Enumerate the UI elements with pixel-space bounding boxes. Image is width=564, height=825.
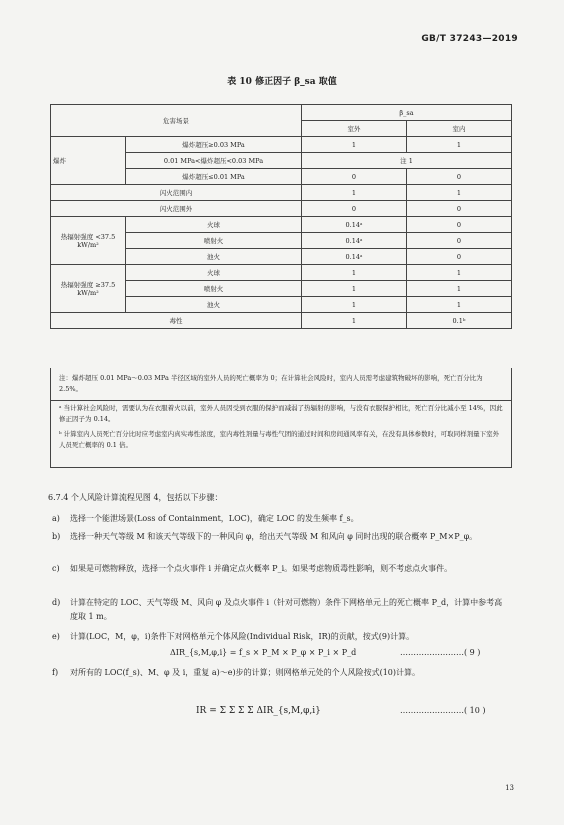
cell-outdoor: 0 bbox=[302, 169, 407, 185]
col-head-outdoor: 室外 bbox=[302, 121, 407, 137]
row-label: 火球 bbox=[126, 265, 302, 281]
formula-9: ΔIR_{s,M,φ,i} = f_s × P_M × P_φ × P_i × P_d bbox=[170, 648, 357, 657]
table-note: 注：爆炸超压 0.01 MPa～0.03 MPa 半径区域的室外人员的死亡概率为 0；在计算社会风险时，室内人员需考虑建筑物破坏的影响，死亡百分比为 2.5%。 bbox=[50, 368, 512, 401]
table-footnotes bbox=[50, 398, 512, 468]
group-explosion: 爆炸 bbox=[51, 137, 126, 185]
cell-indoor: 1 bbox=[407, 297, 512, 313]
step-text: 如果是可燃物释放，选择一个点火事件 i 并确定点火概率 P_i。如果考虑物质毒性影响，则不考虑点火事件。 bbox=[70, 564, 453, 573]
cell-merged: 注 1 bbox=[302, 153, 512, 169]
step-item bbox=[52, 530, 522, 544]
cell-outdoor: 0.14ᵃ bbox=[302, 233, 407, 249]
step-item bbox=[52, 562, 522, 576]
step-label: b) bbox=[52, 532, 61, 541]
step-label: e) bbox=[52, 632, 60, 641]
cell-outdoor: 0.14ᵃ bbox=[302, 249, 407, 265]
row-label: 池火 bbox=[126, 297, 302, 313]
cell-indoor: 0 bbox=[407, 217, 512, 233]
col-head-beta: β_sa bbox=[302, 105, 512, 121]
cell-outdoor: 1 bbox=[302, 137, 407, 153]
step-text: 计算(LOC，M，φ，i)条件下对网格单元个体风险(Individual Risk，IR)的贡献，按式(9)计算。 bbox=[70, 632, 415, 641]
cell-outdoor: 0.14ᵃ bbox=[302, 217, 407, 233]
row-label: 池火 bbox=[126, 249, 302, 265]
correction-factor-table bbox=[50, 104, 512, 329]
row-label: 火球 bbox=[126, 217, 302, 233]
row-label: 爆炸超压≥0.03 MPa bbox=[126, 137, 302, 153]
step-label: d) bbox=[52, 598, 61, 607]
footnote-b: ᵇ 计算室内人员死亡百分比时应考虑室内真实毒性浓度，室内毒性剂量与毒性气团的通过时间和房间通风率有关，在没有具体参数时，可取同样剂量下室外人员死亡概率的 0.1 倍。 bbox=[59, 430, 500, 449]
section-heading: 6.7.4 个人风险计算流程见图 4，包括以下步骤： bbox=[48, 493, 223, 502]
footnote-a: ᵃ 当计算社会风险时，需要认为在衣服着火以前，室外人员因受到衣服的保护而减弱了热辐射的影响，与没有衣服保护相比，死亡百分比减小至 14%，因此修正因子为 0.14。 bbox=[59, 404, 503, 423]
row-label: 闪火范围外 bbox=[51, 201, 302, 217]
row-label: 喷射火 bbox=[126, 233, 302, 249]
step-item bbox=[52, 512, 522, 526]
step-text: 选择一个能泄场景(Loss of Containment，LOC)，确定 LOC 的发生频率 f_s。 bbox=[70, 514, 359, 523]
col-head-indoor: 室内 bbox=[407, 121, 512, 137]
cell-indoor: 1 bbox=[407, 185, 512, 201]
step-text: 选择一种天气等级 M 和该天气等级下的一种风向 φ，给出天气等级 M 和风向 φ 同时出现的联合概率 P_M×P_φ。 bbox=[70, 532, 478, 541]
group-heat-low: 热辐射强度 <37.5 kW/m² bbox=[51, 217, 126, 265]
cell-indoor: 0 bbox=[407, 233, 512, 249]
formula-10-number: ……………………( 10 ) bbox=[400, 706, 486, 715]
row-label: 0.01 MPa<爆炸超压<0.03 MPa bbox=[126, 153, 302, 169]
row-label: 喷射火 bbox=[126, 281, 302, 297]
cell-indoor: 0 bbox=[407, 249, 512, 265]
step-item bbox=[52, 630, 522, 644]
cell-indoor: 1 bbox=[407, 281, 512, 297]
cell-indoor: 0.1ᵇ bbox=[407, 313, 512, 329]
page-number: 13 bbox=[505, 784, 514, 792]
step-item bbox=[52, 666, 522, 680]
step-text: 对所有的 LOC(f_s)、M、φ 及 i，重复 a)～e)步的计算；则网格单元处的个人风险按式(10)计算。 bbox=[70, 668, 420, 677]
row-label: 闪火范围内 bbox=[51, 185, 302, 201]
cell-outdoor: 1 bbox=[302, 281, 407, 297]
table-title: 表 10 修正因子 β_sa 取值 bbox=[227, 77, 337, 87]
col-head-scenario: 危害场景 bbox=[51, 105, 302, 137]
cell-indoor: 0 bbox=[407, 201, 512, 217]
formula-10: IR = Σ Σ Σ Σ ΔIR_{s,M,φ,i} bbox=[196, 706, 321, 716]
standard-code: GB/T 37243—2019 bbox=[421, 34, 518, 44]
cell-indoor: 1 bbox=[407, 265, 512, 281]
row-label: 爆炸超压≤0.01 MPa bbox=[126, 169, 302, 185]
step-label: c) bbox=[52, 564, 60, 573]
cell-outdoor: 1 bbox=[302, 185, 407, 201]
group-heat-high: 热辐射强度 ≥37.5 kW/m² bbox=[51, 265, 126, 313]
step-label: f) bbox=[52, 668, 59, 677]
step-label: a) bbox=[52, 514, 60, 523]
row-label: 毒性 bbox=[51, 313, 302, 329]
formula-9-number: ……………………( 9 ) bbox=[400, 648, 481, 657]
cell-outdoor: 1 bbox=[302, 265, 407, 281]
step-item bbox=[52, 596, 522, 624]
step-text: 计算在特定的 LOC、天气等级 M、风向 φ 及点火事件 i（针对可燃物）条件下网格单元上的死亡概率 P_d，计算中参考高度取 1 m。 bbox=[70, 598, 503, 621]
cell-outdoor: 1 bbox=[302, 297, 407, 313]
cell-outdoor: 0 bbox=[302, 201, 407, 217]
cell-indoor: 1 bbox=[407, 137, 512, 153]
cell-outdoor: 1 bbox=[302, 313, 407, 329]
cell-indoor: 0 bbox=[407, 169, 512, 185]
